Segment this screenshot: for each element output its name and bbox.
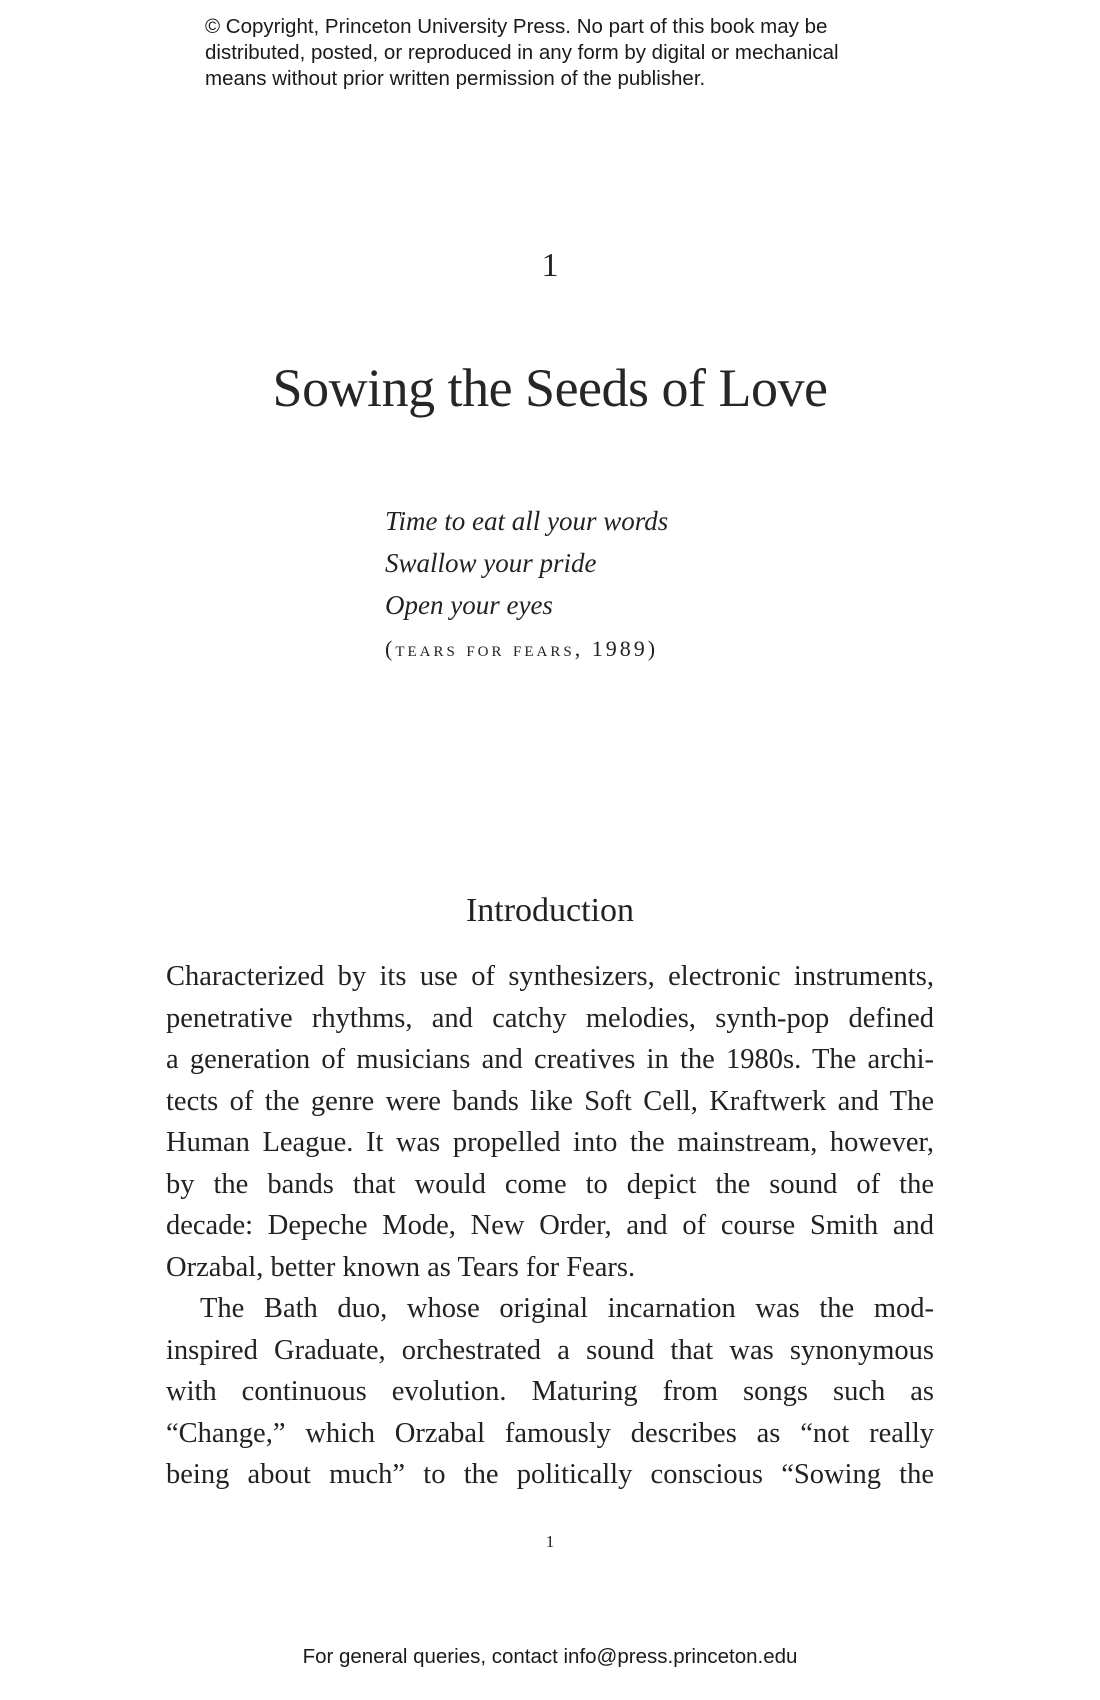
epigraph <box>385 500 805 667</box>
text-line: “Change,” which Orzabal famously describes as “not really <box>166 1417 934 1449</box>
epigraph-source: (tears for fears, 1989) <box>385 636 659 661</box>
chapter-title: Sowing the Seeds of Love <box>272 358 828 418</box>
epigraph-line: Time to eat all your words <box>385 506 669 536</box>
chapter-number: 1 <box>541 247 559 284</box>
text-line: Orzabal, better known as Tears for Fears. <box>166 1251 636 1283</box>
text-line: The Bath duo, whose original incarnation was the mod- <box>200 1293 934 1324</box>
copyright-line: means without prior written permission of the publisher. <box>205 67 706 90</box>
section-heading: Introduction <box>465 892 635 929</box>
paragraph <box>166 1288 934 1496</box>
copyright-line: © Copyright, Princeton University Press. No part of this book may be <box>205 15 828 38</box>
copyright-line: distributed, posted, or reproduced in any form by digital or mechanical <box>205 41 839 64</box>
text-line: penetrative rhythms, and catchy melodies, synth-pop defined <box>166 1002 934 1034</box>
epigraph-line: Swallow your pride <box>385 548 597 578</box>
page-number: 1 <box>545 1532 555 1551</box>
text-line: inspired Graduate, orchestrated a sound that was synonymous <box>166 1334 934 1366</box>
body-text <box>166 956 934 1496</box>
text-line: Human League. It was propelled into the mainstream, however, <box>166 1127 934 1158</box>
footer-contact: For general queries, contact info@press.princeton.edu <box>302 1645 798 1668</box>
text-line: with continuous evolution. Maturing from songs such as <box>166 1376 934 1407</box>
text-line: Characterized by its use of synthesizers, electronic instruments, <box>166 961 934 992</box>
text-line: by the bands that would come to depict the sound of the <box>166 1168 934 1200</box>
text-line: a generation of musicians and creatives in the 1980s. The archi- <box>166 1044 934 1075</box>
paragraph <box>166 956 934 1288</box>
text-line: being about much” to the politically conscious “Sowing the <box>166 1459 934 1490</box>
epigraph-line: Open your eyes <box>385 590 553 620</box>
text-line: tects of the genre were bands like Soft Cell, Kraftwerk and The <box>166 1085 934 1117</box>
copyright-notice <box>205 14 925 92</box>
text-line: decade: Depeche Mode, New Order, and of course Smith and <box>166 1210 934 1241</box>
